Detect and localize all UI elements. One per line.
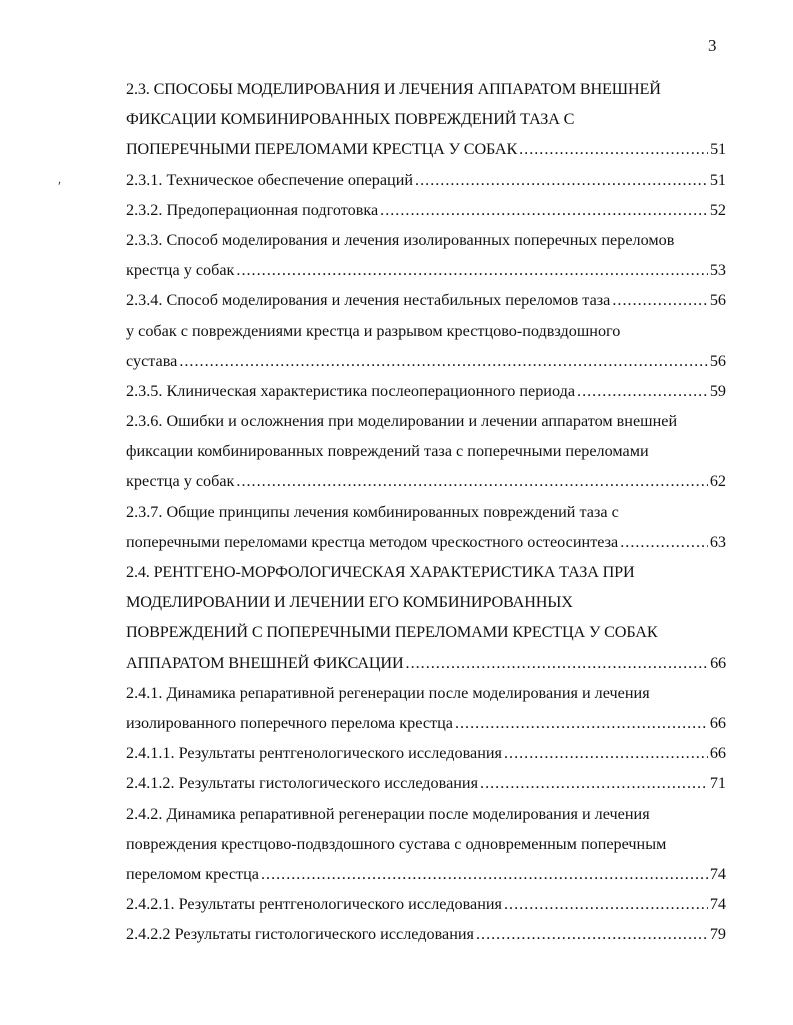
toc-entry (126, 889, 726, 919)
toc-entry-line: ПОВРЕЖДЕНИЙ С ПОПЕРЕЧНЫМИ ПЕРЕЛОМАМИ КРЕСТЦА У СОБАК (126, 623, 658, 642)
toc-entry-title: 2.3.4. Способ моделирования и лечения нестабильных переломов таза (126, 291, 611, 310)
toc-entry-line: ФИКСАЦИИ КОМБИНИРОВАННЫХ ПОВРЕЖДЕНИЙ ТАЗА С (126, 110, 575, 129)
dot-leader (612, 285, 707, 315)
toc-entry (126, 195, 726, 225)
toc-page-number: 74 (709, 895, 726, 914)
toc-entry-last-line (126, 708, 726, 738)
toc-entry (126, 768, 726, 798)
toc-entry-last-line (126, 466, 726, 496)
toc-page-number: 56 (709, 351, 726, 370)
toc-entry-title: 2.4.1.2. Результаты гистологического исследования (126, 774, 479, 793)
toc-entry-title: 2.3.1. Техническое обеспечение операций (126, 170, 414, 189)
toc-page-number: 63 (709, 532, 726, 551)
toc-page-number: 66 (709, 713, 726, 732)
toc-entry (126, 285, 726, 315)
dot-leader (577, 376, 708, 406)
dot-leader (406, 648, 709, 678)
dot-leader (261, 859, 708, 889)
toc-entry-line: 2.3.7. Общие принципы лечения комбинированных повреждений таза с (126, 502, 619, 521)
toc-entry (126, 406, 726, 497)
scan-mark: ʹ (58, 180, 62, 195)
dot-leader (236, 466, 707, 496)
toc-entry-line: 2.3. СПОСОБЫ МОДЕЛИРОВАНИЯ И ЛЕЧЕНИЯ АППАРАТОМ ВНЕШНЕЙ (126, 80, 661, 98)
dot-leader (236, 255, 707, 285)
toc-entry-line: 2.4. РЕНТГЕНО-МОРФОЛОГИЧЕСКАЯ ХАРАКТЕРИСТИКА ТАЗА ПРИ (126, 563, 635, 581)
dot-leader (504, 738, 708, 768)
toc-entry-title: переломом крестца (126, 864, 259, 883)
toc-entry (126, 799, 726, 890)
toc-entry-last-line (126, 768, 726, 798)
dot-leader (519, 134, 708, 164)
toc-page-number: 79 (709, 925, 726, 944)
dot-leader (480, 768, 708, 798)
dot-leader (380, 195, 708, 225)
toc-page-number: 66 (710, 653, 726, 672)
toc-entry-title: АППАРАТОМ ВНЕШНЕЙ ФИКСАЦИИ (126, 653, 404, 672)
dot-leader (476, 919, 708, 949)
toc-entry-last-line (126, 527, 726, 557)
toc-entry-line: 2.4.1. Динамика репаративной регенерации после моделирования и лечения (126, 683, 650, 702)
toc-entry-title: сустава (126, 351, 178, 370)
toc-entry-last-line (126, 346, 726, 376)
toc-entry (126, 678, 726, 738)
page-number: 3 (708, 36, 717, 55)
toc-entry-last-line (126, 165, 726, 195)
toc-entry (126, 557, 726, 678)
toc-entry-title: поперечными переломами крестца методом чрескостного остеосинтеза (126, 532, 619, 551)
toc-entry (126, 316, 726, 376)
toc-entry-line: МОДЕЛИРОВАНИИ И ЛЕЧЕНИИ ЕГО КОМБИНИРОВАННЫХ (126, 593, 573, 612)
toc-entry-line: фиксации комбинированных повреждений таза с поперечными переломами (126, 442, 649, 461)
toc-entry-title: 2.3.2. Предоперационная подготовка (126, 200, 379, 219)
toc-entry (126, 165, 726, 195)
toc-entry-title: ПОПЕРЕЧНЫМИ ПЕРЕЛОМАМИ КРЕСТЦА У СОБАК (126, 140, 518, 159)
toc-entry-line: 2.3.6. Ошибки и осложнения при моделировании и лечении аппаратом внешней (126, 412, 678, 431)
toc-page-number: 74 (709, 864, 726, 883)
toc-entry (126, 738, 726, 768)
toc-entry-title: крестца у собак (126, 261, 235, 280)
toc-entry-last-line (126, 285, 726, 315)
toc-page-number: 71 (709, 774, 726, 793)
toc-entry-last-line (126, 376, 726, 406)
toc-entry (126, 225, 726, 285)
toc-entry (126, 74, 726, 165)
toc-entry-title: изолированного поперечного перелома крестца (126, 713, 453, 732)
dot-leader (620, 527, 708, 557)
toc-page-number: 66 (709, 744, 726, 763)
toc-entry-title: 2.4.2.2 Результаты гистологического исследования (126, 925, 474, 944)
toc-page-number: 62 (709, 472, 726, 491)
toc-entry-title: 2.4.1.1. Результаты рентгенологического исследования (126, 744, 502, 763)
toc-entry-line: у собак с повреждениями крестца и разрывом крестцово-подвздошного (126, 321, 621, 340)
toc-page-number: 59 (709, 381, 726, 400)
dot-leader (455, 708, 708, 738)
toc-entry-title: 2.4.2.1. Результаты рентгенологического исследования (126, 895, 502, 914)
toc-page-number: 56 (709, 291, 726, 310)
toc-page-number: 52 (709, 200, 726, 219)
toc-entry-last-line (126, 738, 726, 768)
toc-entry-last-line (126, 859, 726, 889)
toc-entry (126, 497, 726, 557)
toc-page-number: 53 (709, 261, 726, 280)
toc-entry (126, 376, 726, 406)
toc-entry-title: крестца у собак (126, 472, 235, 491)
table-of-contents (126, 74, 726, 949)
dot-leader (415, 165, 708, 195)
dot-leader (179, 346, 707, 376)
toc-entry-line: 2.3.3. Способ моделирования и лечения изолированных поперечных переломов (126, 230, 675, 249)
toc-entry (126, 919, 726, 949)
toc-entry-title: 2.3.5. Клиническая характеристика послеоперационного периода (126, 381, 576, 400)
toc-entry-last-line (126, 134, 726, 164)
dot-leader (504, 889, 708, 919)
toc-entry-last-line (126, 255, 726, 285)
toc-entry-last-line (126, 889, 726, 919)
toc-page-number: 51 (710, 140, 726, 159)
toc-entry-line: повреждения крестцово-подвздошного сустава с одновременным поперечным (126, 834, 667, 853)
toc-entry-last-line (126, 919, 726, 949)
toc-page-number: 51 (709, 170, 726, 189)
toc-entry-last-line (126, 195, 726, 225)
toc-entry-last-line (126, 648, 726, 678)
toc-entry-line: 2.4.2. Динамика репаративной регенерации после моделирования и лечения (126, 804, 650, 823)
